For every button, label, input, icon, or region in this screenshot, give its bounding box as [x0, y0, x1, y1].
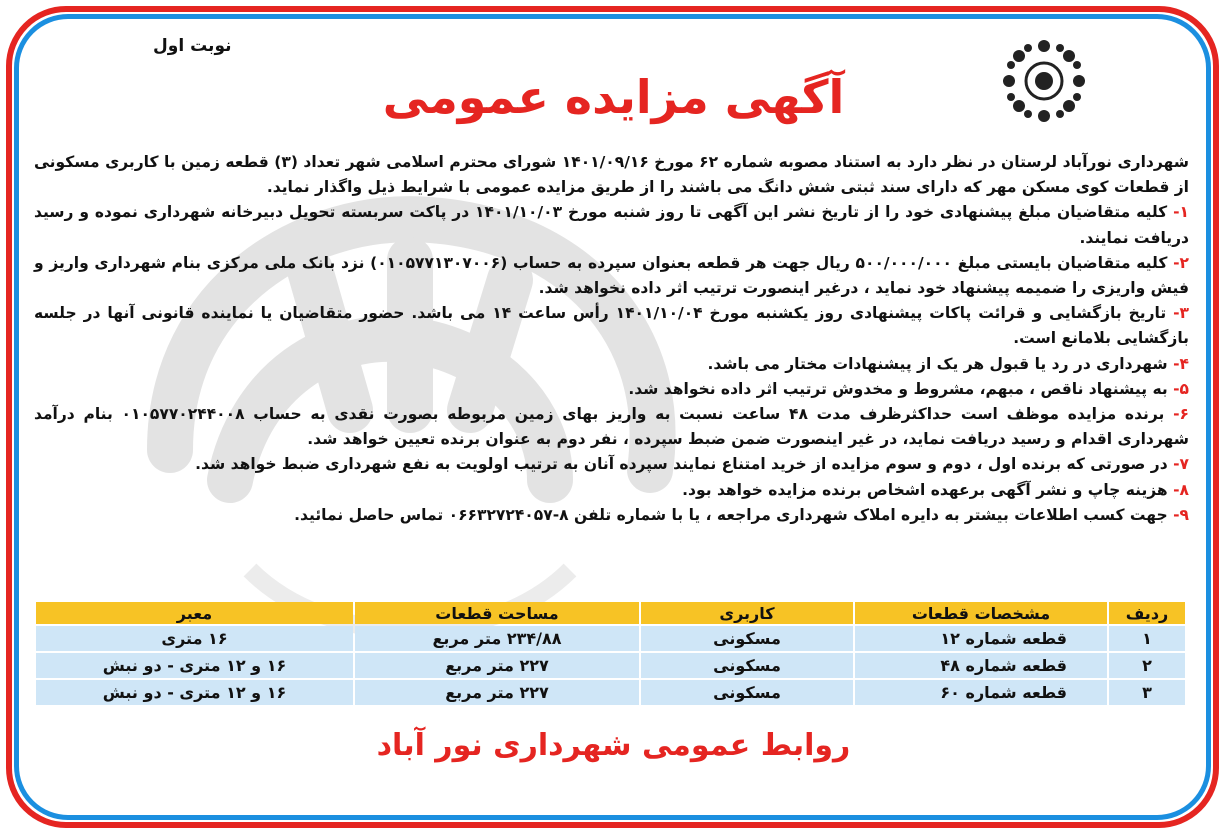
clause-text: شهرداری در رد یا قبول هر یک از پیشنهادات مختار می باشد. [707, 354, 1168, 373]
table-row [36, 626, 1185, 651]
clause-7 [34, 452, 1189, 477]
clause-text: در صورتی که برنده اول ، دوم و سوم مزایده از خرید امتناع نمایند سپرده آنان به ترتیب اولویت به نفع شهرداری ضبط خواهد شد. [195, 455, 1168, 474]
footer-signature: روابط عمومی شهرداری نور آباد [376, 728, 851, 763]
clause-text: هزینه چاپ و نشر آگهی برعهده اشخاص برنده مزایده خواهد بود. [682, 480, 1168, 499]
cell-usage: مسکونی [641, 653, 853, 678]
cell-row-number: ۱ [1109, 626, 1185, 651]
clause-number: ۳- [1173, 304, 1189, 323]
clause-8 [34, 478, 1189, 503]
header-plot-spec: مشخصات قطعات [855, 602, 1107, 624]
clause-number: ۸- [1173, 480, 1189, 499]
clause-9 [34, 503, 1189, 528]
cell-usage: مسکونی [641, 680, 853, 705]
plots-table [34, 600, 1187, 707]
cell-area: ۲۳۴/۸۸ متر مربع [355, 626, 639, 651]
clause-1 [34, 200, 1189, 250]
cell-area: ۲۲۷ متر مربع [355, 680, 639, 705]
table-row [36, 680, 1185, 705]
cell-plot-spec: قطعه شماره ۶۰ [855, 680, 1107, 705]
clause-3 [34, 301, 1189, 351]
clause-text: جهت کسب اطلاعات بیشتر به دایره املاک شهرداری مراجعه ، یا با شماره تلفن ۸-۰۶۶۳۲۷۲۴۰۵۷ تماس حاصل نمائید. [294, 505, 1168, 524]
clause-2 [34, 251, 1189, 301]
clause-number: ۷- [1173, 455, 1189, 474]
clause-number: ۴- [1173, 354, 1189, 373]
municipality-emblem-icon [1001, 38, 1087, 124]
cell-plot-spec: قطعه شماره ۱۲ [855, 626, 1107, 651]
cell-plot-spec: قطعه شماره ۴۸ [855, 653, 1107, 678]
clause-text: کلیه متقاضیان بایستی مبلغ ۵۰۰/۰۰۰/۰۰۰ ریال جهت هر قطعه بعنوان سپرده به حساب (۰۱۰۵۷۷۱۳۰۷۰۰۶) نزد بانک ملی مرکزی بنام شهرداری واریز و فیش واریزی را ضمیمه پیشنهاد خود نماید ، درغیر اینصورت ترتیب اثر داده نخواهد شد. [34, 253, 1189, 298]
clause-5 [34, 377, 1189, 402]
cell-street-width: ۱۶ و ۱۲ متری - دو نبش [36, 653, 353, 678]
clause-number: ۲- [1173, 253, 1189, 272]
header-area: مساحت قطعات [355, 602, 639, 624]
notice-body [34, 150, 1189, 528]
clause-text: به پیشنهاد ناقص ، مبهم، مشروط و مخدوش ترتیب اثر داده نخواهد شد. [628, 379, 1168, 398]
clause-number: ۶- [1173, 405, 1189, 424]
clause-number: ۹- [1173, 505, 1189, 524]
cell-street-width: ۱۶ و ۱۲ متری - دو نبش [36, 680, 353, 705]
header-usage: کاربری [641, 602, 853, 624]
intro-paragraph: شهرداری نورآباد لرستان در نظر دارد به استناد مصوبه شماره ۶۲ مورخ ۱۴۰۱/۰۹/۱۶ شورای محترم اسلامی شهر تعداد (۳) قطعه زمین با کاربری مسکونی از قطعات کوی مسکن مهر که دارای سند ثبتی شش دانگ می باشند را از طریق مزایده عمومی با شرایط ذیل واگذار نماید. [34, 153, 1189, 197]
notice-label: نوبت اول [153, 36, 232, 56]
cell-row-number: ۲ [1109, 653, 1185, 678]
clause-4 [34, 352, 1189, 377]
table-header-row [36, 602, 1185, 624]
cell-area: ۲۲۷ متر مربع [355, 653, 639, 678]
cell-street-width: ۱۶ متری [36, 626, 353, 651]
page-title: آگهی مزایده عمومی [382, 70, 845, 124]
clause-number: ۱- [1173, 203, 1189, 222]
clause-6 [34, 402, 1189, 452]
clause-text: برنده مزایده موظف است حداکثرظرف مدت ۴۸ ساعت نسبت به واریز بهای زمین مربوطه بصورت نقدی به حساب ۰۱۰۵۷۷۰۲۴۴۰۰۸ بنام درآمد شهرداری اقدام و رسید دریافت نماید، در غیر اینصورت ضمن ضبط سپرده ، نفر دوم به عنوان برنده تعیین خواهد شد. [34, 405, 1189, 449]
header-row-number: ردیف [1109, 602, 1185, 624]
cell-row-number: ۳ [1109, 680, 1185, 705]
plots-table-container [34, 600, 1187, 707]
clause-text: کلیه متقاضیان مبلغ پیشنهادی خود را از تاریخ نشر این آگهی تا روز شنبه مورخ ۱۴۰۱/۱۰/۰۳ در پاکت سربسته تحویل دبیرخانه شهرداری نموده و رسید دریافت نمایند. [34, 203, 1189, 247]
header-street-width: معبر [36, 602, 353, 624]
clause-number: ۵- [1173, 379, 1189, 398]
clause-text: تاریخ بازگشایی و قرائت پاکات پیشنهادی روز یکشنبه مورخ ۱۴۰۱/۱۰/۰۴ رأس ساعت ۱۴ می باشد. حضور متقاضیان یا نماینده قانونی آنها در جلسه بازگشایی بلامانع است. [34, 304, 1189, 348]
cell-usage: مسکونی [641, 626, 853, 651]
table-row [36, 653, 1185, 678]
